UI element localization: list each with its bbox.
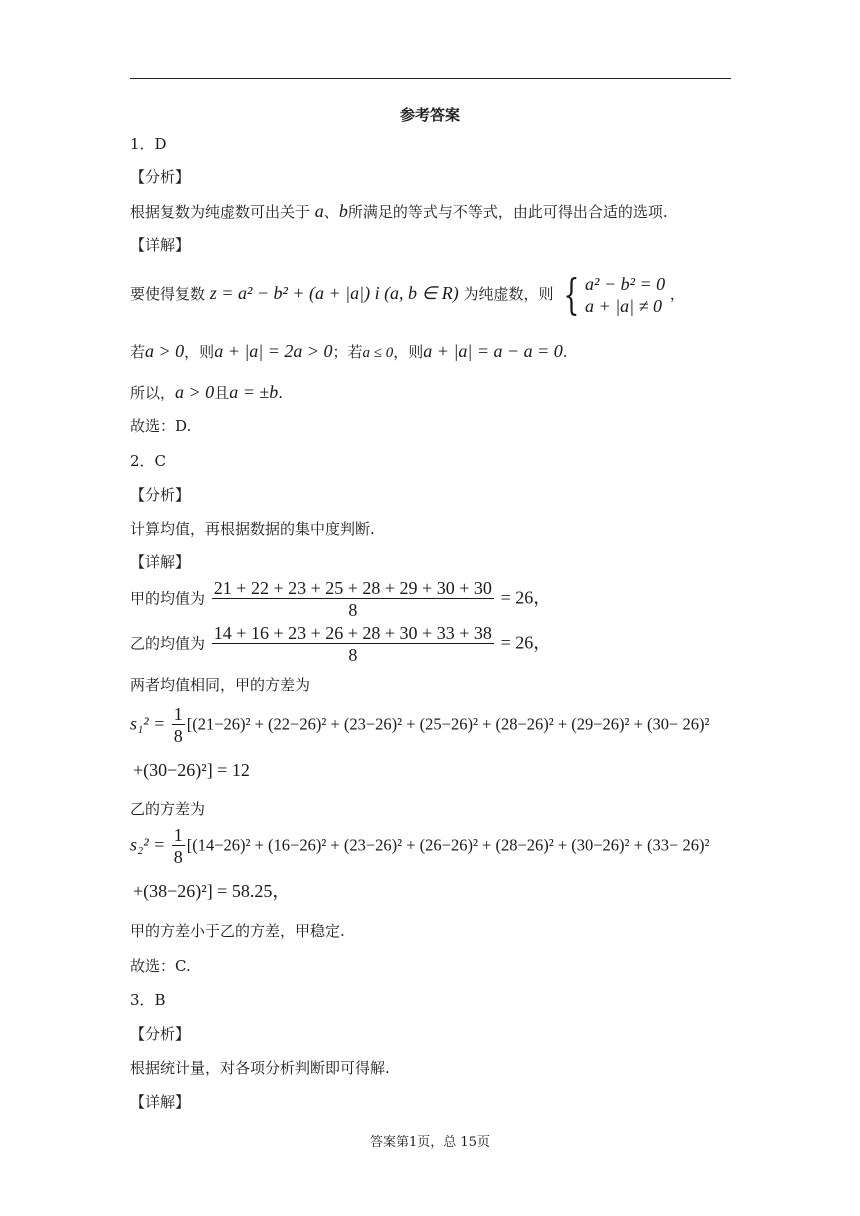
q1-var-b: b <box>338 201 348 221</box>
q1-detail-line1 <box>130 270 685 317</box>
page-footer: 答案第1页，总 15页 <box>370 1135 490 1150</box>
q1-d3-and: 且 <box>214 384 230 402</box>
q1-expr-2: a + |a| = a − a = 0 <box>423 341 563 361</box>
q1-analysis <box>130 200 668 223</box>
system-row-2: a + |a| ≠ 0 <box>585 296 662 316</box>
mean-a-denominator: 8 <box>348 600 358 620</box>
q3-detail-tag: 【详解】 <box>130 1093 191 1111</box>
q2-same-text: 两者均值相同，甲的方差为 <box>130 676 311 694</box>
q2-variance-b-line1 <box>130 825 709 868</box>
q1-analysis-tag: 【分析】 <box>130 168 191 186</box>
brace-icon: { <box>563 270 580 319</box>
q1-detail-tag: 【详解】 <box>130 236 191 254</box>
q1-cond-1: a > 0 <box>145 341 185 361</box>
q1-d3-pre: 所以， <box>130 384 176 402</box>
q1-conclusion: 故选：D. <box>130 417 192 435</box>
q2-detail-tag: 【详解】 <box>130 553 191 571</box>
q3-analysis: 根据统计量，对各项分析判断即可得解. <box>130 1059 390 1077</box>
q1-then-2: ，则 <box>393 343 424 361</box>
q2-analysis: 计算均值，再根据数据的集中度判断. <box>130 520 375 538</box>
variance-a-frac-num: 1 <box>173 704 183 724</box>
q1-equation-system <box>558 270 666 319</box>
mean-b-value: = 26， <box>500 632 552 653</box>
header-rule <box>130 78 731 79</box>
mean-a-label: 甲的均值为 <box>130 589 206 608</box>
system-rows <box>585 273 665 317</box>
mean-b-numerator: 14 + 16 + 23 + 26 + 28 + 30 + 33 + 38 <box>213 623 492 643</box>
variance-b-frac-num: 1 <box>173 825 183 845</box>
q1-analysis-post: 所满足的等式与不等式，由此可得出合适的选项. <box>347 203 668 221</box>
variance-a-fraction <box>172 704 185 747</box>
system-row-1: a² − b² = 0 <box>585 274 666 294</box>
variance-b-fraction <box>172 825 185 868</box>
q2-variance-b-label: 乙的方差为 <box>130 800 206 818</box>
q3-answer: 3．B <box>130 991 166 1009</box>
page-title: 参考答案 <box>399 106 460 124</box>
q2-mean-b <box>130 623 551 666</box>
q2-compare: 甲的方差小于乙的方差，甲稳定. <box>130 922 345 940</box>
q1-if-1: 若 <box>130 343 146 361</box>
q1-d2-end: . <box>562 343 568 361</box>
q1-d3-end: . <box>278 384 283 402</box>
q1-d1-end: ， <box>669 285 685 303</box>
mean-a-numerator: 21 + 22 + 23 + 25 + 28 + 29 + 30 + 30 <box>213 578 492 598</box>
q2-variance-b-line2 <box>133 880 290 903</box>
q1-sep: 、 <box>323 203 339 221</box>
q1-analysis-pre: 根据复数为纯虚数可出关于 <box>130 203 311 221</box>
q1-d3-cond-1: a > 0 <box>175 382 215 402</box>
variance-b-terms: [(14−26)² + (16−26)² + (23−26)² + (26−26)² + (28−26)² + (30−26)² + (33− 26)² <box>186 835 710 855</box>
q2-variance-a-line1 <box>130 704 709 747</box>
q3-analysis-tag: 【分析】 <box>130 1025 191 1043</box>
q1-d1-pre: 要使得复数 <box>130 285 206 303</box>
q1-detail-line2 <box>130 340 568 364</box>
variance-b-lhs: s₂² = <box>130 834 166 855</box>
q1-expr-1: a + |a| = 2a > 0 <box>214 341 333 361</box>
variance-a-lhs: s₁² = <box>130 713 166 734</box>
q1-if-2: ；若 <box>332 343 363 361</box>
q1-d3-cond-2: a = ±b <box>229 382 279 402</box>
variance-a-result: +(30−26)²] = 12 <box>133 760 250 780</box>
q1-var-a: a <box>314 201 324 221</box>
q1-cond-2: a ≤ 0 <box>362 345 394 361</box>
q2-conclusion: 故选：C. <box>130 957 191 975</box>
variance-a-terms: [(21−26)² + (22−26)² + (23−26)² + (25−26)² + (28−26)² + (29−26)² + (30− 26)² <box>186 714 710 734</box>
q1-detail-line3 <box>130 381 283 404</box>
q2-analysis-tag: 【分析】 <box>130 486 191 504</box>
mean-b-denominator: 8 <box>348 645 358 665</box>
variance-b-frac-den: 8 <box>173 847 183 867</box>
q1-complex-expr: z = a² − b² + (a + |a|) i (a, b ∈ R) <box>209 283 459 303</box>
q1-d1-mid: 为纯虚数，则 <box>463 285 554 303</box>
variance-b-result: +(38−26)²] = 58.25， <box>133 881 291 901</box>
mean-a-value: = 26， <box>500 587 552 608</box>
q2-variance-a-line2 <box>133 759 250 782</box>
mean-a-fraction <box>212 578 494 621</box>
mean-b-fraction <box>212 623 494 666</box>
mean-b-label: 乙的均值为 <box>130 634 206 653</box>
q1-answer: 1．D <box>130 135 167 153</box>
q1-then-1: ，则 <box>184 343 215 361</box>
variance-a-frac-den: 8 <box>173 726 183 746</box>
q2-mean-a <box>130 578 551 621</box>
q2-answer: 2．C <box>130 452 167 470</box>
